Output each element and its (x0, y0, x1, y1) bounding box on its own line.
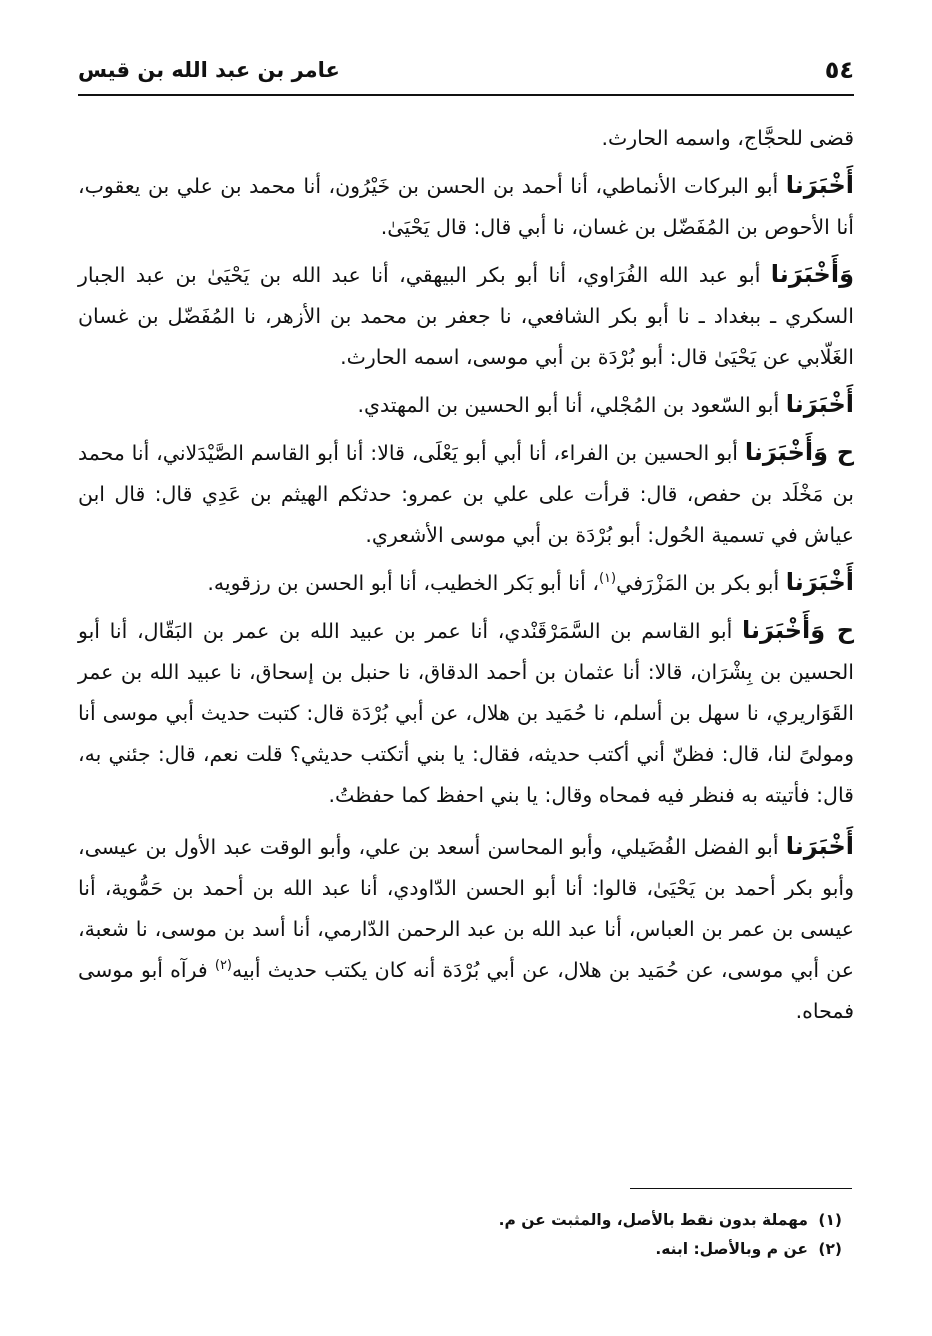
footnote-2 (78, 1235, 842, 1264)
paragraph-7 (78, 610, 854, 816)
footnote-rule (630, 1188, 852, 1189)
paragraph-text: أبو عبد الله الفُرَاوي، أنا أبو بكر البيهقي، أنا عبد الله بن يَحْيَىٰ بن عبد الجبار السكري ـ ببغداد ـ نا أبو بكر الشافعي، نا جعفر بن محمد بن الأزهر، نا المُفَضّل بن غسان الغَلّابي عن يَحْيَىٰ قال: أبو بُرْدَة بن أبي موسى، اسمه الحارث. (78, 263, 854, 369)
isnad-keyword: وَأَخْبَرَنا (744, 438, 829, 466)
footnote-text: مهملة بدون نقط بالأصل، والمثبت عن م. (498, 1211, 808, 1229)
paragraph-text: أبو السّعود بن المُجْلي، أنا أبو الحسين بن المهتدي. (357, 393, 786, 417)
paragraph-4 (78, 384, 854, 426)
paragraph-text: أبو الفضل الفُضَيلي، وأبو المحاسن أسعد بن علي، وأبو الوقت عبد الأول بن عيسى، وأبو بكر أحمد بن يَحْيَىٰ، قالوا: أنا أبو الحسن الدّاودي، أنا عبد الله بن أحمد بن حَمُّوية، أنا عيسى بن عمر بن العباس، أنا عبد الله بن عبد الرحمن الدّارمي، أنا أسد بن موسى، نا شعبة، عن أبي موسى، عن حُمَيد بن هلال، عن أبي بُرْدَة أنه كان يكتب حديث أبيه (78, 835, 855, 982)
isnad-keyword: وَأَخْبَرَنا (741, 616, 826, 644)
page-number: ٥٤ (824, 56, 854, 84)
isnad-keyword: أَخْبَرَنا (785, 171, 854, 199)
tahwil-marker: ح (825, 616, 854, 644)
paragraph-text: أبو بكر بن المَزْرَفي (616, 571, 786, 595)
paragraph-2 (78, 165, 854, 248)
running-header (78, 52, 854, 92)
footnote-ref-2: (٢) (214, 958, 232, 974)
footnote-text: عن م وبالأصل: ابنه. (655, 1240, 808, 1258)
footnote-number: (٢) (818, 1240, 842, 1258)
header-rule (78, 94, 854, 96)
isnad-keyword: أَخْبَرَنا (785, 390, 854, 418)
footnote-1 (78, 1206, 842, 1235)
main-text (78, 118, 854, 1038)
paragraph-text: قضى للحجَّاج، واسمه الحارث. (601, 126, 854, 150)
paragraph-8 (78, 826, 854, 1032)
paragraph-text: أبو القاسم بن السَّمَرْقَنْدي، أنا عمر بن عبيد الله بن عمر بن البَقّال، أنا أبو الحسين بن بِشْرَان، قالا: أنا عثمان بن أحمد الدقاق، نا حنبل بن إسحاق، نا عبيد الله بن عمر القَوَاريري، نا سهل بن أسلم، نا حُمَيد بن هلال، عن أبي بُرْدَة قال: كتبت حديث أبي موسى أنا ومولىً لنا، قال: فظنّ أني أكتب حديثه، فقال: يا بني أتكتب حديثي؟ قلت نعم، قال: جئني به، قال: فأتيته به فنظر فيه فمحاه وقال: يا بني احفظ كما حفظتُ. (78, 619, 854, 807)
tahwil-marker: ح (828, 438, 854, 466)
footnotes (78, 1206, 842, 1264)
footnote-ref-1: (١) (598, 571, 617, 587)
paragraph-text-cont: فرآه أبو موسى فمحاه. (78, 958, 854, 1023)
paragraph-1 (78, 118, 854, 159)
paragraph-5 (78, 432, 854, 556)
paragraph-text: أبو الحسين بن الفراء، أنا أبي أبو يَعْلَى، قالا: أنا أبو القاسم الصَّيْدَلاني، أنا محمد بن مَخْلَد بن حفص، قال: قرأت على علي بن عمرو: حدثكم الهيثم بن عَدِي قال: قال ابن عياش في تسمية الحُول: أبو بُرْدَة بن أبي موسى الأشعري. (78, 441, 854, 547)
paragraph-3 (78, 254, 854, 378)
running-title: عامر بن عبد الله بن قيس (78, 58, 340, 82)
paragraph-6 (78, 562, 854, 604)
paragraph-text: أبو البركات الأنماطي، أنا أحمد بن الحسن بن خَيْرُون، أنا محمد بن علي بن يعقوب، أنا الأحوص بن المُفَضّل بن غسان، نا أبي قال: قال يَحْيَىٰ. (78, 174, 854, 239)
isnad-keyword: أَخْبَرَنا (785, 568, 854, 596)
paragraph-text-cont: ، أنا أبو بَكر الخطيب، أنا أبو الحسن بن رزقويه. (207, 571, 599, 595)
isnad-keyword: أَخْبَرَنا (785, 832, 854, 860)
isnad-keyword: وَأَخْبَرَنا (770, 260, 854, 288)
footnote-number: (١) (818, 1211, 842, 1229)
